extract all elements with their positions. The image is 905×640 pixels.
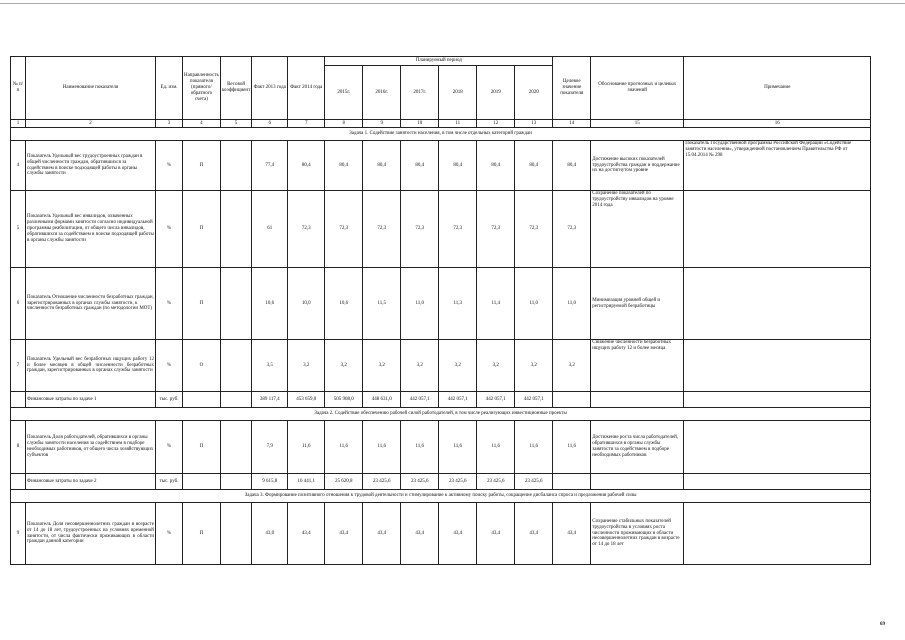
fact-2013: 389 117,4 — [252, 392, 288, 408]
plan-value: 80,4 — [363, 141, 401, 191]
plan-value: 80,4 — [439, 141, 477, 191]
plan-value: 442 057,1 — [515, 392, 553, 408]
plan-value: 23 425,6 — [515, 474, 553, 490]
direction: П — [183, 268, 221, 340]
plan-value: 23 425,6 — [363, 474, 401, 490]
header-name: Наименование показателя — [26, 57, 156, 120]
plan-value: 43,4 — [515, 503, 553, 565]
indicator-name: Показатель Удельный вес безработных ищущих работу 12 и более месяцев в общей численности безработных граждан, зарегистрированных в органах службы занятости — [26, 340, 156, 392]
indicator-name: Показатель Доля несовершеннолетних граждан в возрасте от 14 до 18 лет, трудоустроенных на условиях временной занятости, от числа фактически проживающих в области граждан данной категории — [26, 503, 156, 565]
fact-2014: 43,4 — [288, 503, 325, 565]
plan-value: 11,3 — [439, 268, 477, 340]
header-year: 2015г. — [325, 66, 363, 120]
column-number: 15 — [591, 120, 684, 128]
column-number: 14 — [553, 120, 591, 128]
indicator-name: Показатель Удельный вес инвалидов, охваченных различными формами занятости согласно индивидуальной программы реабилитации, от общего числа инвалидов, обратившихся за содействием в поиске подходящей работы в органы службы занятости — [26, 191, 156, 268]
plan-value: 80,4 — [401, 141, 439, 191]
plan-value: 3,2 — [401, 340, 439, 392]
rationale — [591, 392, 684, 408]
unit: % — [156, 191, 183, 268]
weight — [220, 141, 251, 191]
table-row — [11, 421, 871, 474]
header-fact-2013: Факт 2013 года — [252, 57, 288, 120]
plan-value: 11,6 — [401, 421, 439, 474]
header-planned-period: Планируемый период — [325, 57, 553, 66]
column-number: 6 — [252, 120, 288, 128]
target-value: 80,4 — [553, 141, 591, 191]
weight — [220, 474, 251, 490]
plan-value: 11,0 — [401, 268, 439, 340]
note — [684, 191, 871, 268]
header-direction: Направленность показателя (прямого/обратного счета) — [183, 57, 221, 120]
plan-value: 11,0 — [515, 268, 553, 340]
row-num: 7 — [11, 340, 26, 392]
finance-label: Финансовые затраты по задаче 1 — [26, 392, 156, 408]
target-value: 11,6 — [553, 421, 591, 474]
direction: П — [183, 141, 221, 191]
note — [684, 340, 871, 392]
plan-value: 3,2 — [515, 340, 553, 392]
rationale: Сохранение стабильных показателей трудоустройства в условиях роста численности проживающих в области несовершеннолетних граждан в возрасте от 14 до 18 лет — [591, 503, 684, 565]
column-number: 1 — [11, 120, 26, 128]
column-number: 12 — [477, 120, 515, 128]
plan-value: 10,6 — [325, 268, 363, 340]
unit: % — [156, 503, 183, 565]
row-num: 5 — [11, 191, 26, 268]
plan-value: 43,4 — [363, 503, 401, 565]
header-note: Примечание — [684, 57, 871, 120]
plan-value: 11,6 — [439, 421, 477, 474]
plan-value: 11,6 — [363, 421, 401, 474]
header-year: 2020 — [515, 66, 553, 120]
direction — [183, 474, 221, 490]
task-1-row — [11, 128, 871, 141]
fact-2013: 10,6 — [252, 268, 288, 340]
header-rationale: Обоснование прогнозных и целевых значений — [591, 57, 684, 120]
column-number: 9 — [363, 120, 401, 128]
plan-value: 72,3 — [363, 191, 401, 268]
target-value: 11,0 — [553, 268, 591, 340]
fact-2013: 3,5 — [252, 340, 288, 392]
task-1-title: Задача 1. Содействие занятости населения, в том числе отдельных категорий граждан — [11, 128, 871, 141]
plan-value: 3,2 — [439, 340, 477, 392]
row-num — [11, 474, 26, 490]
plan-value: 11,6 — [515, 421, 553, 474]
header-num: № п/п — [11, 57, 26, 120]
fact-2013: 9 615,8 — [252, 474, 288, 490]
weight — [220, 340, 251, 392]
direction: П — [183, 503, 221, 565]
rationale: Сохранение показателей по трудоустройству инвалидов на уровне 2014 года — [591, 191, 684, 268]
column-number: 7 — [288, 120, 325, 128]
fact-2013: 77,4 — [252, 141, 288, 191]
column-number: 4 — [183, 120, 221, 128]
task-3-row — [11, 490, 871, 503]
top-rule — [0, 3, 905, 4]
note — [684, 392, 871, 408]
plan-value: 23 425,6 — [401, 474, 439, 490]
rationale — [591, 474, 684, 490]
unit: тыс. руб. — [156, 474, 183, 490]
unit: тыс. руб. — [156, 392, 183, 408]
header-year: 2016г. — [363, 66, 401, 120]
column-number: 10 — [401, 120, 439, 128]
column-number: 11 — [439, 120, 477, 128]
table-row — [11, 503, 871, 565]
table-row — [11, 191, 871, 268]
indicator-name: Показатель Отношение численности безработных граждан, зарегистрированных в органах службы занятости, к численности безработных граждан (по методологии МОТ) — [26, 268, 156, 340]
plan-value: 3,2 — [477, 340, 515, 392]
weight — [220, 191, 251, 268]
plan-value: 23 425,6 — [477, 474, 515, 490]
plan-value: 72,3 — [325, 191, 363, 268]
target-value — [553, 474, 591, 490]
plan-value: 43,4 — [401, 503, 439, 565]
table-row — [11, 141, 871, 191]
plan-value: 72,3 — [401, 191, 439, 268]
rationale: Минимизация уровней общей и регистрируемой безработицы — [591, 268, 684, 340]
table-row — [11, 340, 871, 392]
fact-2013: 61 — [252, 191, 288, 268]
target-value — [553, 392, 591, 408]
indicator-name: Показатель Удельный вес трудоустроенных граждан в общей численности граждан, обратившихся за содействием в поиске подходящей работы в органы службы занятости — [26, 141, 156, 191]
direction — [183, 392, 221, 408]
row-num: 4 — [11, 141, 26, 191]
plan-value: 80,4 — [477, 141, 515, 191]
header-year: 2019 — [477, 66, 515, 120]
task-3-title: Задача 3. Формирование позитивного отношения к трудовой деятельности и стимулирование к активному поиску работы, сокращение дисбаланса спроса и предложения рабочей силы — [11, 490, 871, 503]
weight — [220, 421, 251, 474]
column-number: 8 — [325, 120, 363, 128]
header-weight: Весовой коэффициент — [220, 57, 251, 120]
unit: % — [156, 268, 183, 340]
plan-value: 505 908,0 — [325, 392, 363, 408]
plan-value: 3,2 — [325, 340, 363, 392]
target-value: 43,4 — [553, 503, 591, 565]
header-year: 2017г. — [401, 66, 439, 120]
fact-2014: 3,2 — [288, 340, 325, 392]
header-year: 2018 — [439, 66, 477, 120]
fact-2013: 43,0 — [252, 503, 288, 565]
plan-value: 11,6 — [477, 421, 515, 474]
plan-value: 43,4 — [439, 503, 477, 565]
row-num — [11, 392, 26, 408]
plan-value: 3,2 — [363, 340, 401, 392]
column-number: 13 — [515, 120, 553, 128]
rationale: Достижение роста числа работодателей, обратившихся в органы службы занятости за содействием в подборе необходимых работников — [591, 421, 684, 474]
indicators-table — [10, 56, 871, 565]
plan-value: 442 057,1 — [439, 392, 477, 408]
unit: % — [156, 141, 183, 191]
unit: % — [156, 340, 183, 392]
plan-value: 11,4 — [477, 268, 515, 340]
weight — [220, 503, 251, 565]
plan-value: 43,4 — [477, 503, 515, 565]
header-unit: Ед. изм. — [156, 57, 183, 120]
plan-value: 72,3 — [477, 191, 515, 268]
plan-value: 11,6 — [325, 421, 363, 474]
target-value: 3,2 — [553, 340, 591, 392]
direction: П — [183, 421, 221, 474]
plan-value: 23 425,6 — [439, 474, 477, 490]
indicator-name: Показатель Доля работодателей, обратившихся в органы службы занятости населения за содействием в подборе необходимых работников, от общего числа хозяйствующих субъектов — [26, 421, 156, 474]
note — [684, 474, 871, 490]
weight — [220, 268, 251, 340]
direction: О — [183, 340, 221, 392]
plan-value: 442 057,1 — [401, 392, 439, 408]
row-num: 9 — [11, 503, 26, 565]
row-num: 6 — [11, 268, 26, 340]
table-row — [11, 268, 871, 340]
task-2-row — [11, 408, 871, 421]
unit: % — [156, 421, 183, 474]
fact-2013: 7,9 — [252, 421, 288, 474]
column-number: 3 — [156, 120, 183, 128]
task-2-title: Задача 2. Содействие обеспечению рабочей силой работодателей, в том числе реализующих инвестиционные проекты — [11, 408, 871, 421]
plan-value: 11,5 — [363, 268, 401, 340]
column-number: 2 — [26, 120, 156, 128]
header-fact-2014: Факт 2014 года — [288, 57, 325, 120]
fact-2014: 453 659,0 — [288, 392, 325, 408]
plan-value: 80,4 — [515, 141, 553, 191]
plan-value: 25 620,8 — [325, 474, 363, 490]
column-number: 5 — [220, 120, 251, 128]
rationale: Снижение численности безработных ищущих работу 12 и более месяца — [591, 340, 684, 392]
plan-value: 43,4 — [325, 503, 363, 565]
finance-row — [11, 474, 871, 490]
plan-value: 72,3 — [515, 191, 553, 268]
plan-value: 80,4 — [325, 141, 363, 191]
column-number: 16 — [684, 120, 871, 128]
note — [684, 268, 871, 340]
plan-value: 72,3 — [439, 191, 477, 268]
weight — [220, 392, 251, 408]
fact-2014: 11,6 — [288, 421, 325, 474]
note: Показатель Государственной программы Российской Федерации «Содействие занятости населения», утвержденной постановлением Правительства РФ от 15.04.2014 № 298 — [684, 141, 871, 191]
note — [684, 503, 871, 565]
fact-2014: 16 441,1 — [288, 474, 325, 490]
header-target: Целевое значение показателя — [553, 57, 591, 120]
target-value: 72,3 — [553, 191, 591, 268]
column-numbers-row — [11, 120, 871, 128]
fact-2014: 10,0 — [288, 268, 325, 340]
finance-row — [11, 392, 871, 408]
plan-value: 448 631,0 — [363, 392, 401, 408]
rationale: Достижение высоких показателей трудоустройства граждан и поддержание их на достигнутом уровне — [591, 141, 684, 191]
fact-2014: 80,4 — [288, 141, 325, 191]
plan-value: 442 057,1 — [477, 392, 515, 408]
row-num: 8 — [11, 421, 26, 474]
direction: П — [183, 191, 221, 268]
fact-2014: 72,3 — [288, 191, 325, 268]
note — [684, 421, 871, 474]
finance-label: Финансовые затраты по задаче 2 — [26, 474, 156, 490]
page-number: 69 — [880, 622, 885, 627]
